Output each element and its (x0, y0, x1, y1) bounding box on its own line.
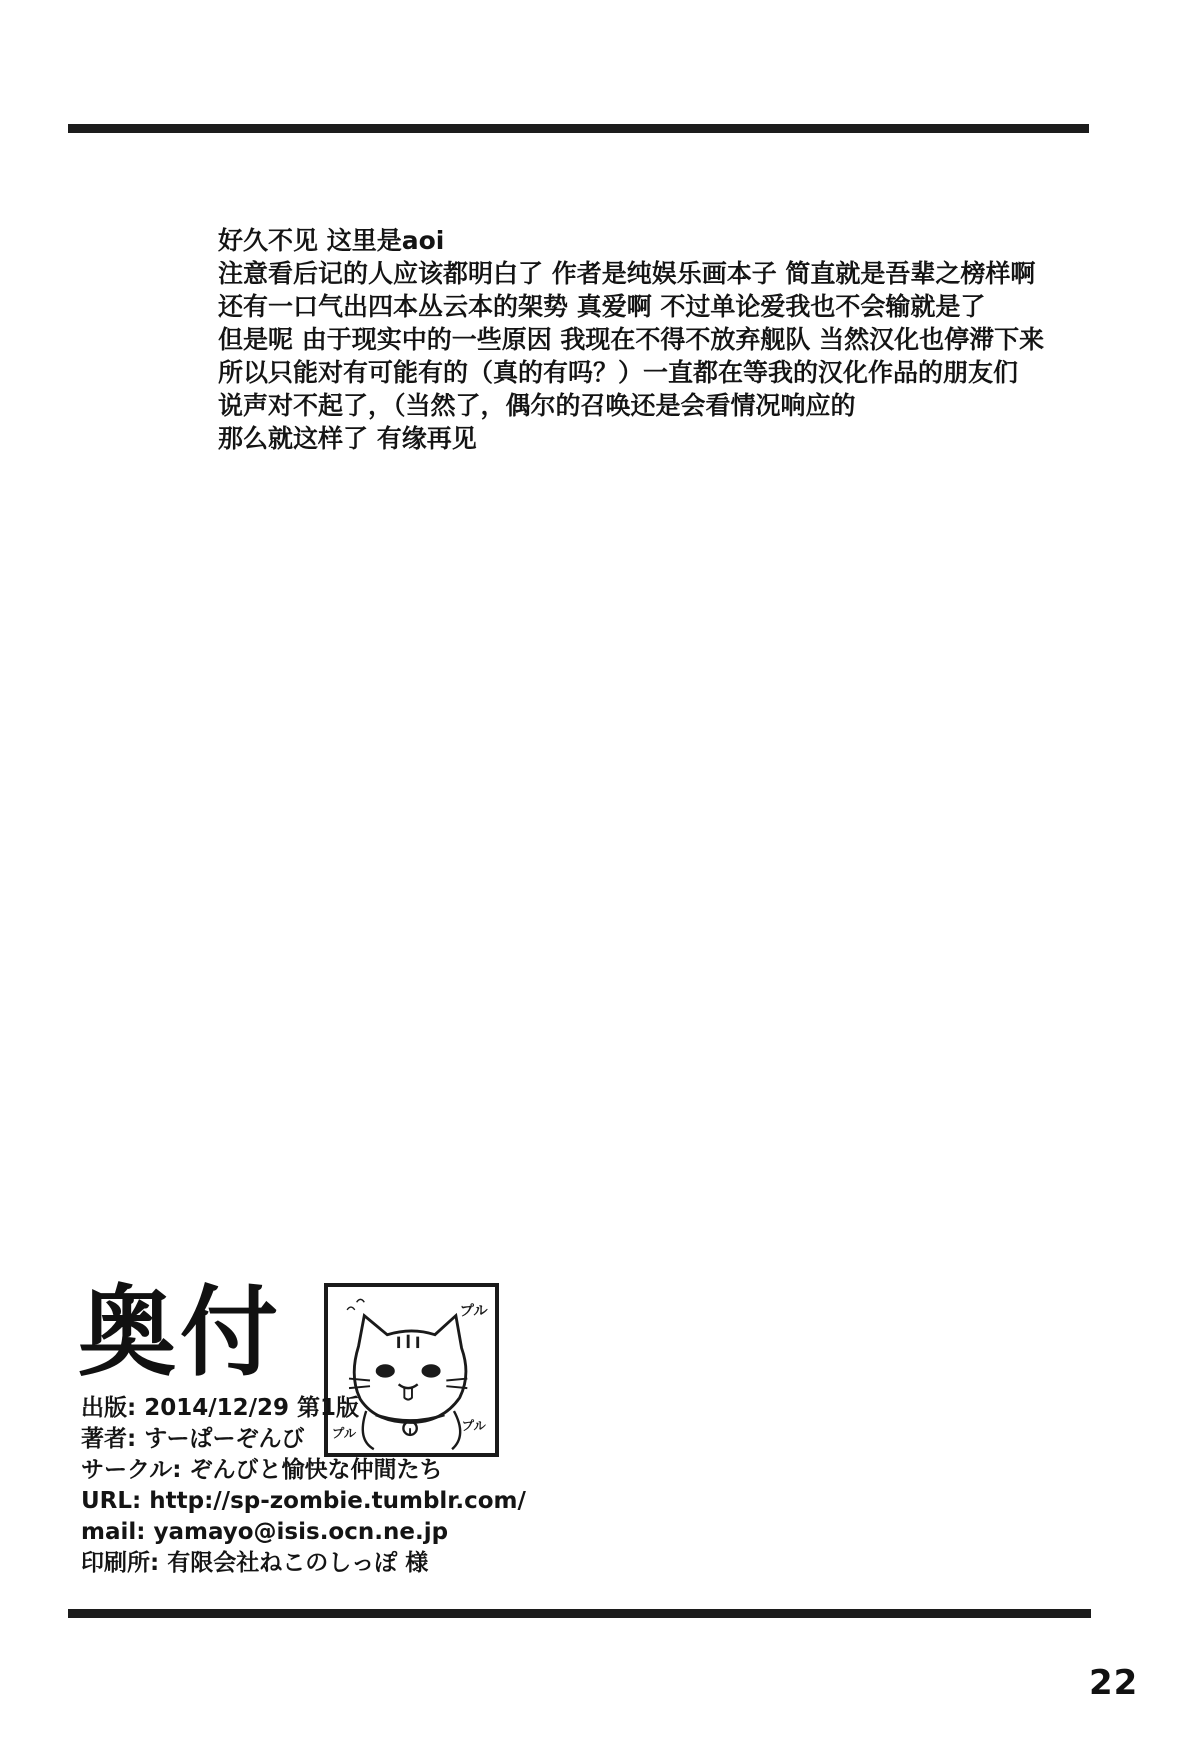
colophon-author (81, 1424, 526, 1455)
note-line: 所以只能对有可能有的（真的有吗？）一直都在等我的汉化作品的朋友们 (218, 358, 1019, 387)
colophon-key: 著者: (81, 1426, 137, 1452)
sfx-text: プル (459, 1303, 488, 1320)
note-line: 好久不见 这里是aoi (218, 226, 445, 255)
colophon-url (81, 1486, 526, 1517)
colophon-printer (81, 1548, 526, 1579)
colophon-value: ぞんびと愉快な仲間たち (181, 1457, 443, 1483)
colophon-value: 2014/12/29 第1版 (136, 1395, 360, 1421)
colophon-value: http://sp-zombie.tumblr.com/ (141, 1488, 526, 1514)
bottom-divider-rule (68, 1609, 1091, 1618)
colophon-circle (81, 1455, 526, 1486)
sfx-text: プル (461, 1418, 486, 1434)
colophon-info (81, 1393, 526, 1579)
colophon-publication (81, 1393, 526, 1424)
colophon-title: 奥付 (78, 1276, 283, 1390)
translator-note (218, 224, 1118, 455)
colophon-mail (81, 1517, 526, 1548)
page-number: 22 (1089, 1663, 1139, 1703)
colophon-key: サークル: (81, 1457, 182, 1483)
colophon-key: 印刷所: (81, 1550, 160, 1576)
colophon-value: 有限会社ねこのしっぽ 様 (159, 1550, 429, 1576)
top-divider-rule (68, 124, 1089, 133)
colophon-value: yamayo@isis.ocn.ne.jp (145, 1519, 449, 1545)
colophon-key: 出版: (81, 1395, 137, 1421)
note-line: 那么就这样了 有缘再见 (218, 424, 477, 453)
colophon-value: すーぱーぞんび (136, 1426, 305, 1452)
note-line: 但是呢 由于现实中的一些原因 我现在不得不放弃舰队 当然汉化也停滞下来 (218, 325, 1045, 354)
sfx-text: プル (331, 1425, 357, 1441)
note-line: 还有一口气出四本丛云本的架势 真爱啊 不过单论爱我也不会输就是了 (218, 292, 986, 321)
note-line: 说声对不起了，（当然了，偶尔的召唤还是会看情况响应的 (218, 391, 856, 420)
note-line: 注意看后记的人应该都明白了 作者是纯娱乐画本子 简直就是吾辈之榜样啊 (218, 259, 1036, 288)
colophon-key: URL: (81, 1488, 142, 1514)
colophon-key: mail: (81, 1519, 146, 1545)
